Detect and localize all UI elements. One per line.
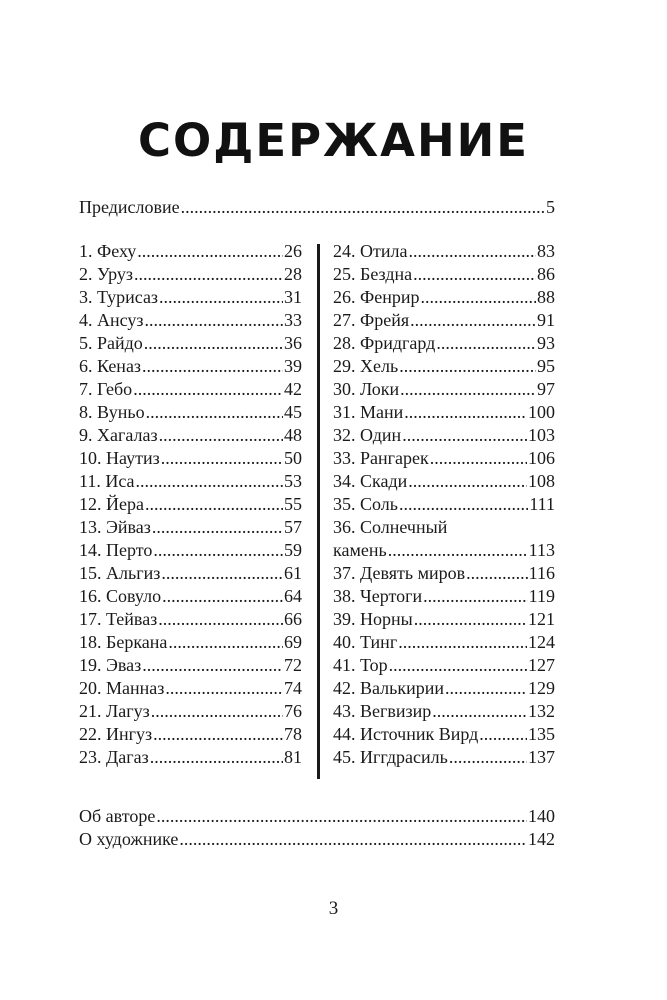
toc-entry[interactable]: [79, 654, 302, 677]
entry-label: 14. Перто: [79, 540, 153, 560]
toc-entry[interactable]: [333, 240, 555, 263]
leader-dots: [146, 401, 283, 424]
entry-label: 33. Рангарек: [333, 448, 429, 468]
leader-dots: [156, 805, 527, 828]
entry-page: 45: [284, 402, 302, 422]
entry-page: 129: [528, 678, 555, 698]
entry-label: 24. Отила: [333, 241, 408, 261]
leader-dots: [168, 631, 283, 654]
entry-label: 45. Иггдрасиль: [333, 747, 448, 767]
toc-entry[interactable]: [333, 401, 555, 424]
toc-entry[interactable]: [333, 677, 555, 700]
toc-entry[interactable]: [79, 516, 302, 539]
toc-column-left: [79, 240, 302, 769]
leader-dots: [136, 470, 283, 493]
toc-entry[interactable]: [79, 493, 302, 516]
leader-dots: [152, 516, 283, 539]
entry-page: 93: [537, 333, 555, 353]
toc-entry[interactable]: [79, 263, 302, 286]
entry-label: 22. Ингуз: [79, 724, 153, 744]
entry-page: 91: [537, 310, 555, 330]
toc-entry[interactable]: [79, 677, 302, 700]
entry-page: 5: [546, 197, 555, 217]
toc-entry[interactable]: [79, 401, 302, 424]
toc-entry[interactable]: [79, 309, 302, 332]
leader-dots: [159, 286, 283, 309]
entry-label: 37. Девять миров: [333, 563, 466, 583]
entry-page: 127: [528, 655, 555, 675]
entry-label: камень: [333, 540, 387, 560]
toc-entry[interactable]: [333, 723, 555, 746]
page-title: СОДЕРЖАНИЕ: [137, 114, 530, 167]
entry-label: 23. Дагаз: [79, 747, 149, 767]
leader-dots: [153, 539, 283, 562]
toc-entry[interactable]: [333, 355, 555, 378]
entry-page: 124: [528, 632, 555, 652]
leader-dots: [449, 746, 527, 769]
toc-entry[interactable]: [333, 562, 555, 585]
entry-page: 108: [528, 471, 555, 491]
leader-dots: [181, 196, 545, 219]
leader-dots: [410, 309, 536, 332]
entry-page: 36: [284, 333, 302, 353]
entry-label: 29. Хель: [333, 356, 399, 376]
toc-entry[interactable]: [333, 286, 555, 309]
toc-entry[interactable]: [333, 493, 555, 516]
toc-entry[interactable]: [333, 631, 555, 654]
leader-dots: [145, 493, 283, 516]
entry-page: 95: [537, 356, 555, 376]
entry-label: 11. Иса: [79, 471, 135, 491]
entry-label: Об авторе: [79, 806, 156, 826]
entry-page: 28: [284, 264, 302, 284]
leader-dots: [161, 562, 283, 585]
leader-dots: [423, 585, 528, 608]
entry-label: 26. Фенрир: [333, 287, 420, 307]
leader-dots: [137, 240, 283, 263]
leader-dots: [399, 355, 536, 378]
leader-dots: [145, 309, 284, 332]
leader-dots: [142, 654, 283, 677]
back-matter-block: [79, 805, 555, 851]
leader-dots: [479, 723, 527, 746]
toc-entry[interactable]: [333, 447, 555, 470]
leader-dots: [466, 562, 528, 585]
entry-page: 59: [284, 540, 302, 560]
entry-label: 30. Локи: [333, 379, 400, 399]
entry-label: 19. Эваз: [79, 655, 142, 675]
leader-dots: [162, 585, 283, 608]
toc-entry[interactable]: [333, 263, 555, 286]
leader-dots: [436, 332, 536, 355]
toc-entry[interactable]: [79, 723, 302, 746]
entry-page: 97: [537, 379, 555, 399]
leader-dots: [179, 828, 527, 851]
entry-page: 116: [528, 563, 555, 583]
leader-dots: [445, 677, 527, 700]
toc-entry[interactable]: [79, 470, 302, 493]
leader-dots: [432, 700, 527, 723]
toc-entry[interactable]: [333, 470, 555, 493]
entry-label: 12. Йера: [79, 494, 144, 514]
entry-label: 32. Один: [333, 425, 402, 445]
leader-dots: [159, 424, 283, 447]
toc-entry[interactable]: [79, 700, 302, 723]
entry-page: 39: [284, 356, 302, 376]
toc-entry-wrapped-line1[interactable]: 36. Солнечный: [333, 517, 448, 537]
entry-page: 61: [284, 563, 302, 583]
entry-label: 21. Лагуз: [79, 701, 150, 721]
leader-dots: [133, 378, 283, 401]
entry-label: 42. Валькирии: [333, 678, 444, 698]
entry-label: 7. Гебо: [79, 379, 133, 399]
toc-entry[interactable]: [79, 585, 302, 608]
entry-page: 140: [528, 806, 555, 826]
entry-label: 16. Совуло: [79, 586, 162, 606]
entry-page: 53: [284, 471, 302, 491]
entry-label: О художнике: [79, 829, 179, 849]
entry-page: 132: [528, 701, 555, 721]
entry-label: 25. Бездна: [333, 264, 413, 284]
entry-page: 57: [284, 517, 302, 537]
leader-dots: [404, 401, 527, 424]
entry-page: 113: [528, 540, 555, 560]
leader-dots: [399, 493, 528, 516]
entry-label: 39. Норны: [333, 609, 413, 629]
toc-entry[interactable]: [333, 424, 555, 447]
toc-entry[interactable]: [79, 539, 302, 562]
leader-dots: [430, 447, 527, 470]
leader-dots: [142, 355, 283, 378]
toc-entry[interactable]: [333, 378, 555, 401]
entry-label: 9. Хагалаз: [79, 425, 158, 445]
entry-label: 41. Тор: [333, 655, 388, 675]
entry-label: 40. Тинг: [333, 632, 398, 652]
entry-label: 34. Скади: [333, 471, 408, 491]
entry-page: 69: [284, 632, 302, 652]
entry-label: 10. Наутиз: [79, 448, 160, 468]
entry-page: 31: [284, 287, 302, 307]
toc-entry[interactable]: [333, 585, 555, 608]
entry-label: 31. Мани: [333, 402, 404, 422]
entry-label: 2. Уруз: [79, 264, 134, 284]
entry-label: 17. Тейваз: [79, 609, 158, 629]
leader-dots: [144, 332, 283, 355]
toc-entry[interactable]: [79, 746, 302, 769]
entry-page: 74: [284, 678, 302, 698]
toc-entry[interactable]: [333, 608, 555, 631]
entry-label: 38. Чертоги: [333, 586, 423, 606]
entry-page: 66: [284, 609, 302, 629]
leader-dots: [151, 700, 283, 723]
entry-page: 55: [284, 494, 302, 514]
toc-entry[interactable]: [79, 631, 302, 654]
entry-page: 76: [284, 701, 302, 721]
leader-dots: [408, 470, 527, 493]
toc-entry[interactable]: [79, 240, 302, 263]
leader-dots: [414, 608, 527, 631]
entry-page: 64: [284, 586, 302, 606]
column-divider: [317, 244, 320, 779]
toc-entry[interactable]: [79, 332, 302, 355]
entry-page: 121: [528, 609, 555, 629]
toc-entry[interactable]: [333, 654, 555, 677]
toc-entry[interactable]: [79, 378, 302, 401]
entry-label: 8. Вуньо: [79, 402, 145, 422]
entry-page: 88: [537, 287, 555, 307]
entry-page: 42: [284, 379, 302, 399]
entry-page: 106: [528, 448, 555, 468]
leader-dots: [165, 677, 283, 700]
leader-dots: [153, 723, 283, 746]
entry-label: 5. Райдо: [79, 333, 143, 353]
toc-entry[interactable]: [79, 286, 302, 309]
toc-entry[interactable]: [333, 332, 555, 355]
entry-page: 81: [284, 747, 302, 767]
entry-label: 18. Беркана: [79, 632, 168, 652]
entry-page: 119: [528, 586, 555, 606]
entry-page: 72: [284, 655, 302, 675]
toc-entry-back-matter[interactable]: [79, 805, 555, 828]
entry-page: 135: [528, 724, 555, 744]
entry-label: 28. Фридгард: [333, 333, 436, 353]
entry-page: 100: [528, 402, 555, 422]
toc-entry[interactable]: [79, 562, 302, 585]
entry-page: 137: [528, 747, 555, 767]
entry-label: 1. Феху: [79, 241, 137, 261]
toc-entry-back-matter[interactable]: [79, 828, 555, 851]
leader-dots: [400, 378, 536, 401]
entry-label: 3. Турисаз: [79, 287, 159, 307]
toc-entry[interactable]: [333, 700, 555, 723]
entry-label: 27. Фрейя: [333, 310, 410, 330]
leader-dots: [420, 286, 536, 309]
leader-dots: [398, 631, 527, 654]
entry-page: 86: [537, 264, 555, 284]
leader-dots: [388, 539, 528, 562]
entry-page: 50: [284, 448, 302, 468]
entry-label: 44. Источник Вирд: [333, 724, 479, 744]
entry-label: Предисловие: [79, 197, 180, 217]
leader-dots: [402, 424, 527, 447]
preface-block: [79, 196, 555, 219]
entry-label: 35. Соль: [333, 494, 398, 514]
toc-entry[interactable]: [79, 424, 302, 447]
toc-entry[interactable]: [79, 447, 302, 470]
entry-page: 48: [284, 425, 302, 445]
entry-page: 83: [537, 241, 555, 261]
leader-dots: [158, 608, 283, 631]
leader-dots: [161, 447, 283, 470]
toc-entry-preface[interactable]: [79, 196, 555, 219]
toc-column-right: [333, 240, 555, 769]
leader-dots: [389, 654, 527, 677]
entry-page: 111: [529, 494, 555, 514]
leader-dots: [150, 746, 283, 769]
entry-label: 20. Манназ: [79, 678, 165, 698]
page-number: 3: [328, 898, 339, 919]
toc-entry[interactable]: [79, 355, 302, 378]
toc-entry[interactable]: [333, 746, 555, 769]
entry-label: 43. Вегвизир: [333, 701, 432, 721]
leader-dots: [413, 263, 536, 286]
toc-entry-wrapped-line2[interactable]: [333, 539, 555, 562]
entry-page: 78: [284, 724, 302, 744]
leader-dots: [134, 263, 283, 286]
entry-label: 6. Кеназ: [79, 356, 142, 376]
entry-page: 33: [284, 310, 302, 330]
entry-label: 13. Эйваз: [79, 517, 151, 537]
toc-entry[interactable]: [333, 309, 555, 332]
toc-entry[interactable]: [79, 608, 302, 631]
entry-page: 103: [528, 425, 555, 445]
entry-label: 4. Ансуз: [79, 310, 144, 330]
entry-page: 26: [284, 241, 302, 261]
entry-page: 142: [528, 829, 555, 849]
leader-dots: [408, 240, 536, 263]
entry-label: 15. Альгиз: [79, 563, 161, 583]
